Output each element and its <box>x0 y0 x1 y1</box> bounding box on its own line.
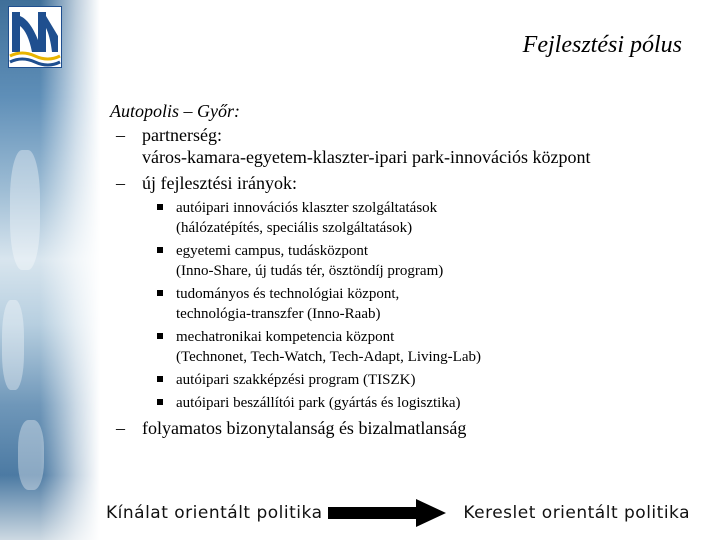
square-bullet-icon <box>157 333 163 339</box>
square-bullet-icon <box>157 376 163 382</box>
sub-item-line2: (hálózatépítés, speciális szolgáltatások) <box>176 220 413 236</box>
sub-list-item <box>110 370 710 390</box>
dash-bullet: – <box>116 418 125 438</box>
sub-item-line1: tudományos és technológiai központ, <box>176 286 400 302</box>
sub-list-item <box>110 284 710 324</box>
square-bullet-icon <box>157 399 163 405</box>
sub-list-item <box>110 241 710 281</box>
square-bullet-icon <box>157 247 163 253</box>
sidebar-fade <box>40 0 100 540</box>
sub-item-line1: autóipari beszállítói park (gyártás és logisztika) <box>176 395 461 411</box>
sub-item-line1: autóipari szakképzési program (TISZK) <box>176 372 416 388</box>
sidebar-highlight <box>2 300 24 390</box>
sidebar-highlight <box>10 150 40 270</box>
list-item <box>110 172 710 194</box>
sub-item-line1: autóipari innovációs klaszter szolgáltatások <box>176 200 438 216</box>
list-item-text: folyamatos bizonytalanság és bizalmatlanság <box>142 418 467 438</box>
sub-list-item <box>110 327 710 367</box>
sub-item-line1: mechatronikai kompetencia központ <box>176 329 395 345</box>
sub-item-line2: technológia-transzfer (Inno-Raab) <box>176 306 381 322</box>
list-item <box>110 124 710 146</box>
arrow-right-icon <box>328 497 448 529</box>
list-item <box>110 417 710 439</box>
list-item <box>110 146 710 168</box>
sub-list-item <box>110 393 710 413</box>
dash-bullet: – <box>116 125 125 145</box>
sub-item-line2: (Inno-Share, új tudás tér, ösztöndíj program) <box>176 263 444 279</box>
logo-icon <box>8 6 62 68</box>
footer-policy-shift <box>106 497 706 533</box>
slide-content <box>110 100 710 443</box>
list-item-text: város-kamara-egyetem-klaszter-ipari park-innovációs központ <box>142 147 591 167</box>
list-item-text: partnerség: <box>142 125 222 145</box>
slide-title: Fejlesztési pólus <box>522 32 682 58</box>
square-bullet-icon <box>157 290 163 296</box>
footer-right-label: Kereslet orientált politika <box>463 503 690 523</box>
sub-list-item <box>110 198 710 238</box>
sub-item-line2: (Technonet, Tech-Watch, Tech-Adapt, Living-Lab) <box>176 349 481 365</box>
square-bullet-icon <box>157 204 163 210</box>
content-heading: Autopolis – Győr: <box>110 101 240 121</box>
sub-list <box>110 198 710 413</box>
list-item-text: új fejlesztési irányok: <box>142 173 297 193</box>
decorative-sidebar <box>0 0 100 540</box>
footer-left-label: Kínálat orientált politika <box>106 503 323 523</box>
sub-item-line1: egyetemi campus, tudásközpont <box>176 243 369 259</box>
dash-bullet: – <box>116 173 125 193</box>
